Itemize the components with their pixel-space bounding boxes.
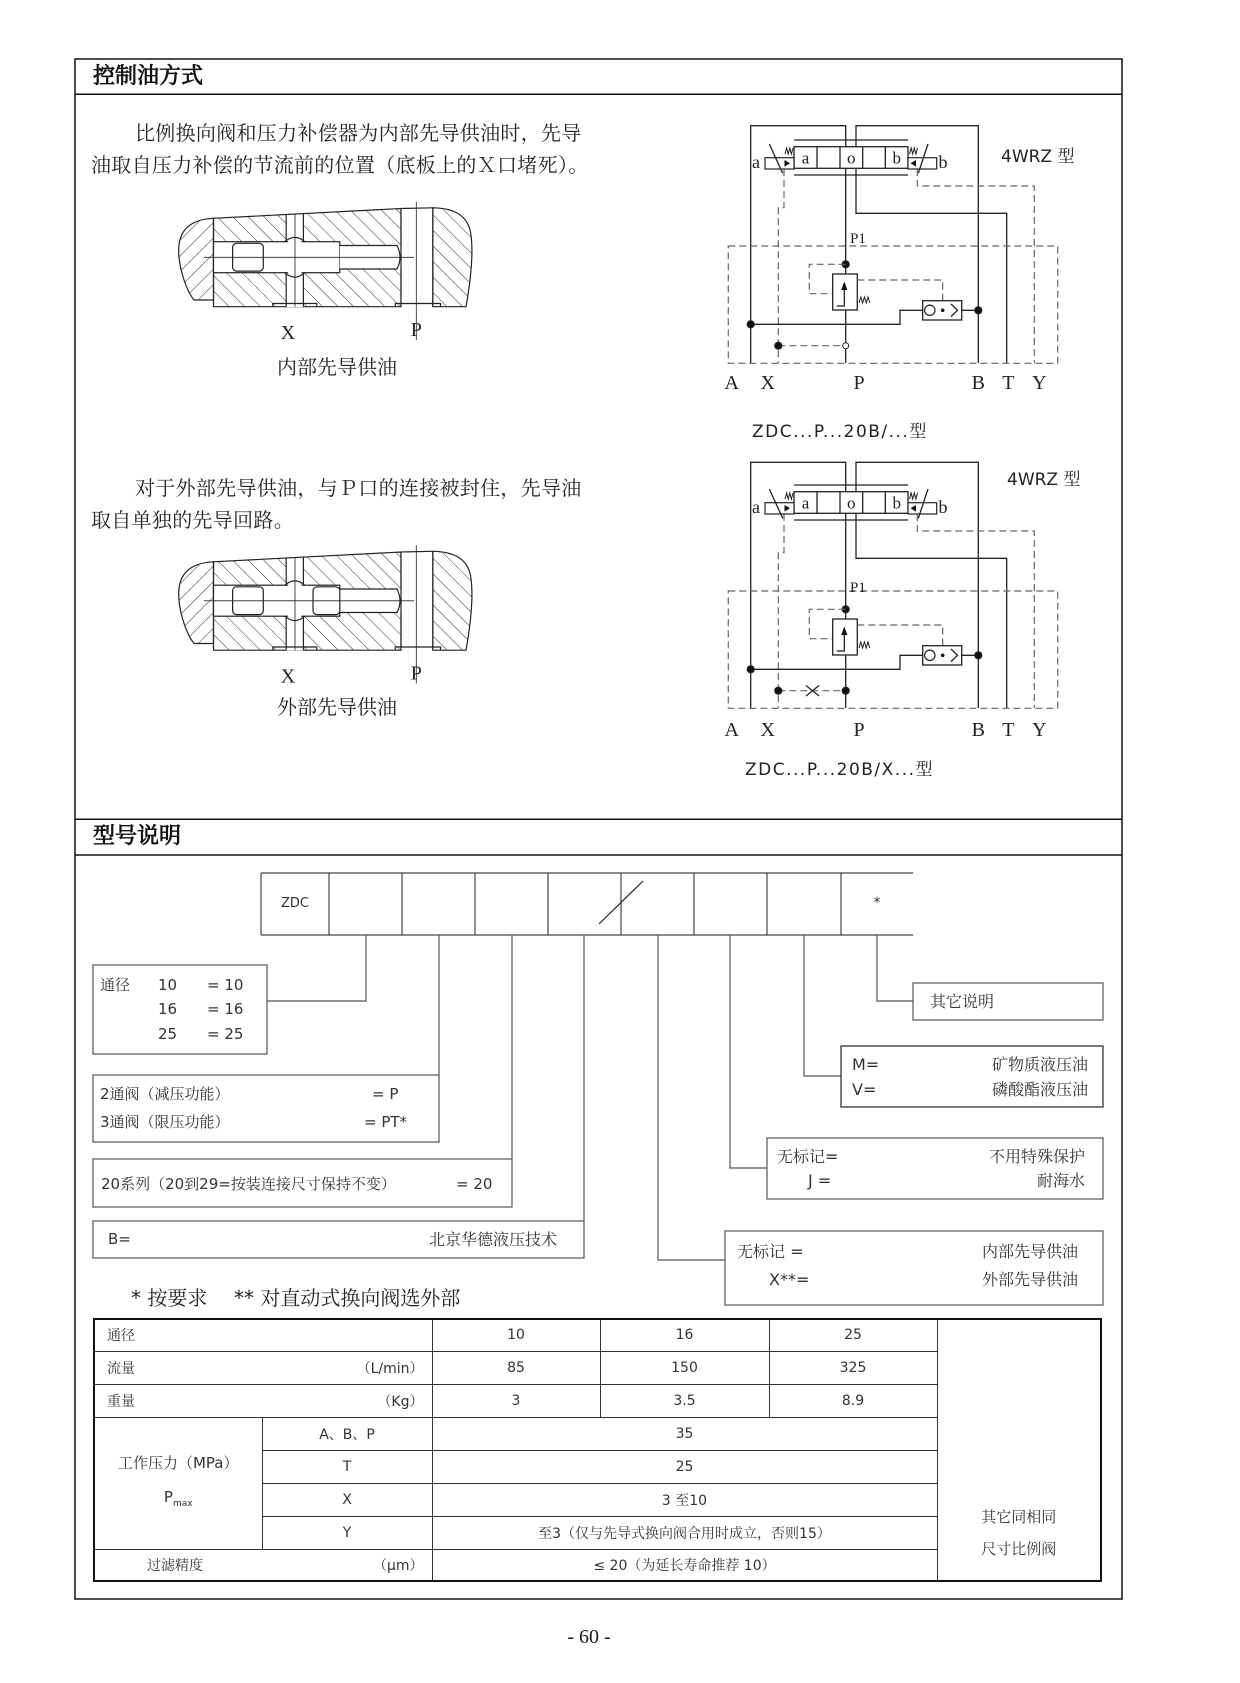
compensator-spring-icon — [859, 297, 870, 303]
valve-type-label: 4WRZ 型 — [1007, 470, 1081, 490]
external-pilot-cross-section — [179, 545, 472, 719]
connector-protection — [730, 935, 767, 1168]
internal-pilot-cross-section — [179, 202, 472, 379]
external-pilot-text-line-1: 对于外部先导供油，与Ｐ口的连接被封住，先导油 — [135, 476, 582, 500]
row-label-cell — [94, 1351, 432, 1384]
pressure-port: T — [262, 1450, 432, 1483]
table-cell: 10 — [432, 1319, 600, 1351]
housing-right-cap — [433, 208, 472, 307]
legend-protection-code: J = — [808, 1171, 832, 1190]
external-pilot-circuit — [724, 462, 1080, 780]
legend-bore-code: 16 — [158, 1000, 178, 1018]
valve-position-label: a — [801, 148, 810, 168]
row-unit: （Kg） — [377, 1393, 424, 1410]
pmax-symbol — [95, 1480, 262, 1521]
port-label: T — [1002, 372, 1015, 394]
housing-right-cap — [433, 551, 472, 650]
connector-fluid — [804, 935, 841, 1076]
port-label: T — [1002, 719, 1015, 741]
connector-pilot — [658, 935, 725, 1260]
shuttle-ball-icon — [925, 305, 935, 315]
port-label: Y — [1032, 372, 1047, 394]
legend-bore-code: 25 — [158, 1025, 178, 1043]
code-prefix: ZDC — [281, 896, 309, 911]
internal-pilot-circuit — [724, 126, 1074, 442]
legend-fluid-code: M= — [852, 1055, 880, 1074]
shuttle-center-dot — [941, 654, 945, 658]
pmax-subscript: max — [172, 1498, 193, 1509]
legend-pilot-value: 外部先导供油 — [981, 1270, 1078, 1289]
legend-valve-value: = P — [372, 1085, 399, 1103]
model-code-box — [261, 873, 913, 935]
spring-b-icon — [910, 148, 918, 154]
port-label: A — [724, 372, 739, 394]
pressure-compensator — [833, 619, 858, 655]
valve-position-label: o — [847, 493, 856, 513]
circuit-caption: ZDC...P...20B/...型 — [752, 422, 928, 442]
housing-left-cap — [179, 562, 214, 644]
row-label: 通径 — [107, 1328, 135, 1345]
row-unit: （μm） — [372, 1557, 424, 1574]
working-pressure-label: 工作压力（MPa） — [117, 1453, 239, 1472]
legend-protection-value: 耐海水 — [1036, 1171, 1085, 1190]
external-pilot-cross-section-geometry — [179, 545, 472, 683]
junction-a — [747, 321, 754, 328]
legend-series-label: 20系列（20到29=按装连接尺寸保持不变） — [101, 1175, 396, 1193]
footnote-double-star: ** 对直动式换向阀选外部 — [234, 1286, 461, 1310]
legend-fluid-value: 矿物质液压油 — [991, 1055, 1088, 1074]
pressure-compensator — [833, 274, 858, 310]
compensator-spring-icon — [859, 642, 870, 648]
table-note-cell — [937, 1319, 1101, 1581]
working-pressure-label-cell — [94, 1417, 262, 1549]
line-t — [856, 168, 1007, 363]
legend-series-value: = 20 — [456, 1175, 493, 1193]
section-caption: 外部先导供油 — [277, 695, 397, 719]
junction-x — [775, 342, 782, 349]
pilot-tap-open — [843, 343, 849, 349]
valve-position-label: b — [892, 148, 901, 168]
junction-b — [975, 652, 982, 659]
solenoid-label: a — [752, 497, 760, 517]
section-port-label-p: P — [410, 662, 422, 685]
hydraulic-drawings — [179, 126, 1081, 780]
section-caption: 内部先导供油 — [277, 355, 397, 379]
port-label: P — [853, 719, 865, 741]
table-cell: 3.5 — [600, 1384, 769, 1417]
section-port-label-x: X — [280, 665, 296, 688]
solenoid-label: a — [752, 152, 760, 172]
spring-a-icon — [785, 493, 793, 499]
external-pilot-text-line-2: 取自单独的先导回路。 — [91, 508, 294, 532]
legend-valve-label: 2通阀（减压功能） — [100, 1085, 230, 1103]
p1-label: P1 — [850, 231, 866, 247]
port-label: X — [760, 719, 775, 741]
pressure-port: A、B、P — [262, 1417, 432, 1450]
legend-protection-value: 不用特殊保护 — [988, 1147, 1085, 1166]
pressure-value: 35 — [432, 1417, 937, 1450]
row-unit: （L/min） — [356, 1360, 424, 1377]
pilot-drain-line-y — [917, 169, 1034, 363]
legend-boxes — [93, 965, 1103, 1305]
section-title-model-code: 型号说明 — [93, 824, 182, 849]
valve-type-label: 4WRZ 型 — [1001, 147, 1075, 167]
legend-pilot-value: 内部先导供油 — [981, 1242, 1078, 1261]
table-cell: 8.9 — [769, 1384, 937, 1417]
pilot-line-x — [778, 514, 784, 708]
junction-p — [842, 687, 849, 694]
internal-pilot-text-line-2: 油取自压力补偿的节流前的位置（底板上的Ｘ口堵死）。 — [91, 153, 589, 177]
pressure-value: 3 至10 — [432, 1483, 937, 1516]
shuttle-center-dot — [941, 309, 945, 313]
code-options-marker: * — [873, 895, 881, 911]
housing-left-cap — [179, 218, 214, 300]
spring-a-icon — [785, 148, 793, 154]
p-channel — [402, 209, 433, 308]
row-label: 重量 — [107, 1393, 135, 1410]
pilot-drain-line-y — [917, 514, 1034, 708]
page-number: - 60 - — [567, 1626, 611, 1648]
table-cell: 3 — [432, 1384, 600, 1417]
pilot-line-x — [778, 169, 784, 363]
line-a-to-shuttle — [751, 655, 923, 669]
row-label-cell — [94, 1384, 432, 1417]
port-label: A — [724, 719, 739, 741]
section-port-label-x: X — [280, 322, 296, 344]
footnote-single-star: * 按要求 — [131, 1286, 208, 1310]
line-t — [856, 513, 1007, 708]
solenoid-label: b — [938, 152, 948, 172]
circuit-caption: ZDC...P...20B/X...型 — [745, 760, 935, 780]
pressure-value: 25 — [432, 1450, 937, 1483]
internal-pilot-cross-section-geometry — [179, 202, 472, 340]
legend-valve-label: 3通阀（限压功能） — [100, 1113, 230, 1131]
spring-b-icon — [910, 493, 918, 499]
internal-pilot-text-line-1: 比例换向阀和压力补偿器为内部先导供油时，先导 — [135, 121, 582, 145]
spec-table — [93, 1318, 1102, 1582]
pressure-port: Y — [262, 1516, 432, 1549]
filter-value: ≤ 20（为延长寿命推荐 10） — [432, 1549, 937, 1581]
legend-bore-label: 通径 — [100, 976, 131, 994]
row-label: 过滤精度 — [147, 1557, 203, 1574]
row-label-cell — [94, 1319, 432, 1351]
table-cell: 150 — [600, 1351, 769, 1384]
legend-maker-label: B= — [108, 1230, 131, 1248]
legend-other-label: 其它说明 — [930, 992, 995, 1011]
port-label: X — [760, 372, 775, 394]
legend-valve-value: = PT* — [364, 1113, 408, 1131]
table-note-line: 其它同相同 — [981, 1508, 1057, 1526]
housing-top-edge — [401, 208, 433, 209]
legend-bore-value: = 10 — [207, 976, 244, 994]
housing-top-edge — [401, 551, 433, 552]
connector-bore — [267, 935, 366, 1001]
line-a-to-shuttle — [751, 310, 923, 324]
legend-protection-code: 无标记= — [777, 1147, 839, 1166]
legend-bore-value: = 16 — [207, 1000, 244, 1018]
table-cell: 16 — [600, 1319, 769, 1351]
code-connectors — [267, 935, 913, 1260]
p1-label: P1 — [850, 580, 866, 596]
valve-position-label: b — [892, 493, 901, 513]
legend-fluid-code: V= — [852, 1080, 877, 1099]
junction-b — [975, 307, 982, 314]
junction-a — [747, 666, 754, 673]
pressure-port: X — [262, 1483, 432, 1516]
section-title-control-oil: 控制油方式 — [93, 64, 204, 89]
valve-position-label: o — [847, 148, 856, 168]
table-cell: 85 — [432, 1351, 600, 1384]
legend-pilot-code: 无标记 = — [737, 1242, 804, 1261]
port-label: B — [971, 719, 985, 741]
connector-other — [877, 935, 913, 1001]
legend-maker-value: 北京华德液压技术 — [428, 1230, 557, 1249]
legend-bore-value: = 25 — [207, 1025, 244, 1043]
shuttle-ball-icon — [925, 650, 935, 660]
legend-pilot-code: X**= — [769, 1270, 810, 1289]
port-label: Y — [1032, 719, 1047, 741]
pmax-letter: P — [163, 1487, 173, 1506]
legend-bore-code: 10 — [158, 976, 178, 994]
port-label: P — [853, 372, 865, 394]
legend-fluid-value: 磷酸酯液压油 — [991, 1080, 1088, 1099]
solenoid-label: b — [938, 497, 948, 517]
section-port-label-p: P — [410, 319, 422, 341]
valve-position-label: a — [801, 493, 810, 513]
code-box-dividers — [329, 873, 841, 935]
p-channel — [402, 553, 433, 652]
table-cell: 325 — [769, 1351, 937, 1384]
port-label: B — [971, 372, 985, 394]
row-label: 流量 — [107, 1360, 135, 1377]
row-label-cell — [94, 1549, 432, 1581]
pressure-value: 至3（仅与先导式换向阀合用时成立，否则15） — [432, 1516, 937, 1549]
table-row — [94, 1319, 1101, 1351]
table-note-line: 尺寸比例阀 — [981, 1540, 1057, 1558]
table-cell: 25 — [769, 1319, 937, 1351]
junction-x — [775, 687, 782, 694]
